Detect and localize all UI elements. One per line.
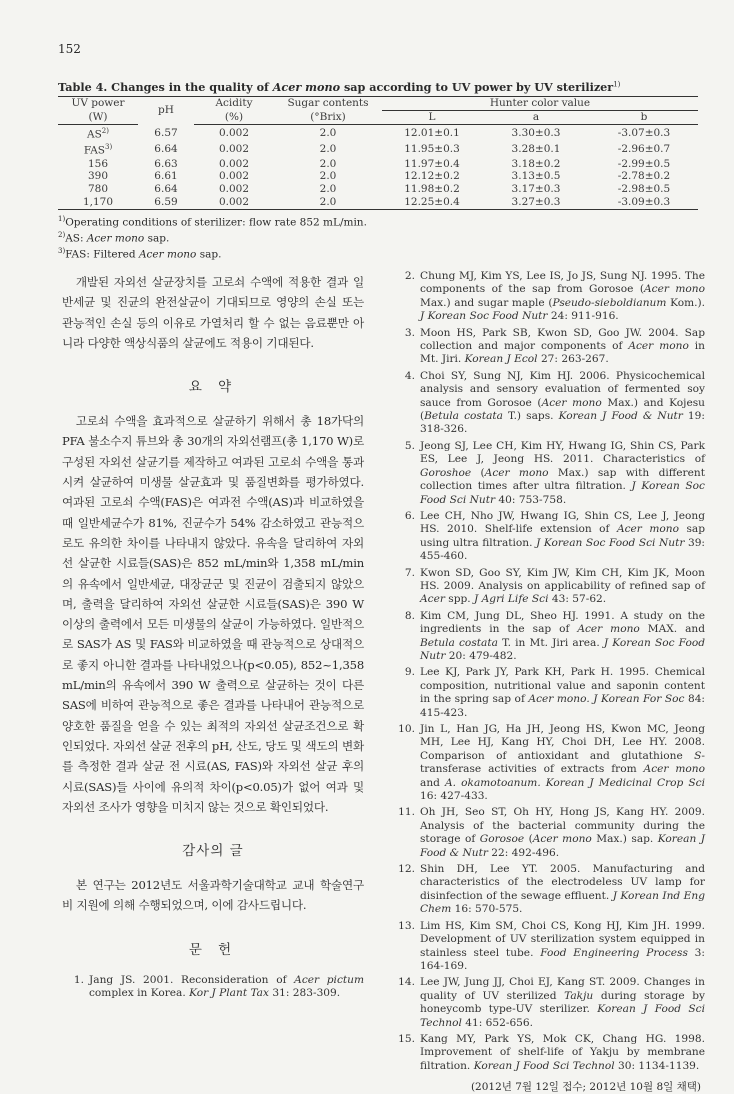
header-ph: pH [138, 97, 194, 125]
cell-power: 156 [87, 157, 109, 170]
cell-a: 3.13±0.5 [511, 170, 561, 183]
cell-sugar: 2.0 [319, 183, 337, 196]
cell-l: 12.01±0.1 [404, 126, 460, 139]
left-column [62, 272, 364, 1004]
reference-list [393, 270, 705, 1073]
quality-table [58, 96, 698, 210]
cell-sugar: 2.0 [274, 196, 382, 209]
intro-paragraph: 개발된 자외선 살균장치를 고로쇠 수액에 적용한 결과 일반세균 및 진균의 완전살균이 기대되므로 영양의 손실 또는 관능적인 손실 등의 이유로 가열처리 할 수 없는 음료뿐만 아니라 다양한 액상식품의 살균에도 적용이 기대된다. [62, 275, 364, 350]
cell-b: -2.96±0.7 [617, 143, 671, 156]
cell-ph: 6.59 [138, 196, 194, 209]
cell-b: -3.07±0.3 [617, 126, 671, 139]
reference-item: 7. Kwon SD, Goo SY, Kim JW, Kim CH, Kim JK, Moon HS. 2009. Analysis on applicability of refined sap of Acer spp. J Agri Life Sci 43: 57-62. [404, 566, 705, 606]
reference-item: 15. Kang MY, Park YS, Mok CK, Chang HG. 1998. Improvement of shelf-life of Yakju by membrane filtration. Korean J Food Sci Technol 30: 1134-1139. [398, 1032, 705, 1072]
cell-power: 780 [87, 183, 109, 196]
cell-l: 11.98±0.2 [404, 183, 460, 196]
table-body [58, 125, 698, 210]
reference-item: 6. Lee CH, Nho JW, Hwang IG, Shin CS, Lee J, Jeong HS. 2010. Shelf-life extension of Acer mono sap using ultra filtration. J Korean Soc Food Sci Nutr 39: 455-460. [404, 509, 706, 563]
reference-item: 5. Jeong SJ, Lee CH, Kim HY, Hwang IG, Shin CS, Park ES, Lee J, Jeong HS. 2011. Characteristics of Goroshoe (Acer mono Max.) sap with different collection times after ultra filtration. J Korean Soc Food Sci Nutr 40: 753-758. [404, 439, 705, 506]
ack-heading: 감사의 글 [182, 843, 244, 860]
reference-item: 3. Moon HS, Park SB, Kwon SD, Goo JW. 2004. Sap collection and major components of Acer mono in Mt. Jiri. Korean J Ecol 27: 263-267. [404, 326, 705, 366]
cell-ph: 6.57 [154, 126, 178, 139]
cell-acidity: 0.002 [218, 126, 250, 139]
reference-item: 13. Lim HS, Kim SM, Choi CS, Kong HJ, Kim JH. 1999. Development of UV sterilization system equipped in stainless steel tube. Food Engineering Process 3: 164-169. [398, 919, 705, 972]
cell-a: 3.17±0.3 [511, 183, 561, 196]
table-row [58, 196, 698, 209]
cell-a: 3.30±0.3 [511, 126, 561, 139]
table-row [58, 183, 698, 196]
cell-l: 12.12±0.2 [404, 170, 460, 183]
table-row [58, 125, 698, 142]
header-uv-unit: (W) [58, 111, 138, 125]
ack-paragraph: 본 연구는 2012년도 서울과학기술대학교 교내 학술연구비 지원에 의해 수행되었으며, 이에 감사드립니다. [62, 878, 364, 913]
reference-item: 14. Lee JW, Jung JJ, Choi EJ, Kang ST. 2009. Changes in quality of UV sterilized Takju during storage by honeycomb type-UV sterilizer. Korean J Food Sci Technol 41: 652-656. [398, 976, 705, 1029]
table-row [58, 170, 698, 183]
header-hunter: Hunter color value [382, 97, 698, 111]
cell-a: 3.18±0.2 [511, 157, 561, 170]
cell-l: 11.97±0.4 [404, 157, 460, 170]
cell-b: -2.98±0.5 [617, 183, 671, 196]
cell-sugar: 2.0 [319, 170, 337, 183]
reference-item: 9. Lee KJ, Park JY, Park KH, Park H. 1995. Chemical composition, nutritional value and saponin content in the spring sap of Acer mono. J Korean For Soc 84: 415-423. [404, 666, 706, 719]
cell-b: -2.99±0.5 [617, 157, 671, 170]
header-acidity-unit: (%) [194, 111, 274, 125]
cell-power: AS$^{2)}$ [87, 127, 109, 141]
reference-item: 10. Jin L, Han JG, Ha JH, Jeong HS, Kwon MC, Jeong MH, Lee HJ, Kang HY, Choi DH, Lee HY. 2008. Comparison of antioxidant and glutathione S-transferase activities of extracts from Acer mono and A. okamotoanum. Korean J Medicinal Crop Sci 16: 427-433. [398, 723, 705, 803]
cell-b: -2.78±0.2 [617, 170, 671, 183]
reference-item: 8. Kim CM, Jung DL, Sheo HJ. 1991. A study on the ingredients in the sap of Acer mono MAX. and Betula costata T. in Mt. Jiri area. J Korean Soc Food Nutr 20: 479-482. [404, 609, 705, 662]
cell-ph: 6.64 [154, 143, 178, 156]
cell-power: FAS$^{3)}$ [83, 143, 113, 157]
cell-ph: 6.61 [154, 170, 178, 183]
abstract-heading: 요 약 [188, 379, 238, 396]
cell-power: 1,170 [58, 196, 138, 209]
refs-heading: 문 헌 [188, 941, 238, 958]
footnote: $^{1)}$Operating conditions of sterilizer: flow rate 852 mL/min. [58, 214, 367, 229]
reference-item: 4. Choi SY, Sung NJ, Kim HJ. 2006. Physicochemical analysis and sensory evaluation of fermented soy sauce from Gorosoe (Acer mono Max.) and Kojesu (Betula costata T.) saps. Korean J Food & Nutr 19: 318-326. [404, 369, 705, 436]
cell-b: -3.09±0.3 [590, 196, 698, 209]
header-b: b [590, 111, 698, 125]
reference-item: 2. Chung MJ, Kim YS, Lee IS, Jo JS, Sung NJ. 1995. The components of the sap from Gorosoe (Acer mono Max.) and sugar maple (Pseudo-sieboldianum Kom.). J Korean Soc Food Nutr 24: 911-916. [404, 270, 705, 323]
page-number: 152 [58, 42, 81, 56]
cell-sugar: 2.0 [319, 157, 337, 170]
cell-power: 390 [87, 170, 109, 183]
cell-ph: 6.63 [154, 157, 178, 170]
cell-sugar: 2.0 [319, 143, 337, 156]
reference-item: 12. Shin DH, Lee YT. 2005. Manufacturing and characteristics of the electrodeless UV lamp for disinfection of the sewage effluent. J Korean Ind Eng Chem 16: 570-575. [398, 863, 705, 916]
table-footnotes [58, 213, 698, 261]
right-column [393, 270, 705, 1094]
reference-item: 11. Oh JH, Seo ST, Oh HY, Hong JS, Kang HY. 2009. Analysis of the bacterial community during the storage of Gorosoe (Acer mono Max.) sap. Korean J Food & Nutr 22: 492-496. [398, 806, 705, 859]
header-uv-power: UV power [58, 97, 138, 111]
header-sugar-unit: (°Brix) [274, 111, 382, 125]
cell-acidity: 0.002 [194, 196, 274, 209]
header-acidity: Acidity [194, 97, 274, 111]
abstract-paragraph: 고로쇠 수액을 효과적으로 살균하기 위해서 총 18가닥의 PFA 불소수지 튜브와 총 30개의 자외선램프(총 1,170 W)로 구성된 자외선 살균기를 제작하고 여과된 고로쇠 수액을 통과시켜 살균하여 미생물 살균효과 및 품질변화를 평가하였다. 여과된 고로쇠 수액(FAS)은 여과전 수액(AS)과 비교하였을 때 일반세균수가 81%, 진균수가 54% 감소하였고 관능적으로도 유의한 차이를 나타내지 않았다. 유속을 달리하여 자외선 살균한 시료들(SAS)은 852 mL/min와 1,358 mL/min의 유속에서 일반세균, 대장균군 및 진균이 검출되지 않았으며, 출력을 달리하여 자외선 살균한 시료들(SAS)은 390 W 이상의 출력에서 모든 미생물의 살균이 가능하였다. 일반적으로 SAS가 AS 및 FAS와 비교하였을 때 관능적으로 상대적으로 좋지 아니한 결과를 나타내었으나(p<0.05), 852~1,358 mL/min의 유속에서 390 W 출력으로 살균하는 것이 다른 SAS에 비하여 관능적으로 좋은 결과를 나타내어 관능적으로 양호한 품질을 얻을 수 있는 최적의 자외선 살균조건으로 확인되었다. 자외선 살균 전후의 pH, 산도, 당도 및 색도의 변화를 측정한 결과 살균 전 시료(AS, FAS)와 자외선 살균 후의 시료(SAS)들 사이에 유의적 차이(p<0.05)가 없어 여과 및 자외선 조사가 영향을 미치지 않는 것으로 확인되었다. [62, 414, 364, 814]
header-L: L [382, 111, 482, 125]
cell-acidity: 0.002 [218, 183, 250, 196]
footnote: $^{2)}$AS: Acer mono sap. [58, 230, 170, 245]
quality-table-block [58, 80, 698, 261]
cell-l: 12.25±0.4 [382, 196, 482, 209]
header-a: a [482, 111, 590, 125]
cell-a: 3.27±0.3 [482, 196, 590, 209]
table-row [58, 141, 698, 157]
cell-acidity: 0.002 [218, 143, 250, 156]
table-caption: Table 4. Changes in the quality of Acer mono sap according to UV power by UV sterilizer$^{1)}$ [58, 80, 621, 94]
cell-acidity: 0.002 [218, 157, 250, 170]
footnote: $^{3)}$FAS: Filtered Acer mono sap. [58, 246, 222, 261]
table-row [58, 158, 698, 171]
received-note: (2012년 7월 12일 접수; 2012년 10월 8일 채택) [470, 1081, 701, 1094]
reference-item: 1. Jang JS. 2001. Reconsideration of Acer pictum complex in Korea. Kor J Plant Tax 31: 283-309. [73, 973, 364, 1000]
cell-sugar: 2.0 [319, 126, 337, 139]
cell-a: 3.28±0.1 [511, 143, 561, 156]
cell-acidity: 0.002 [218, 170, 250, 183]
cell-l: 11.95±0.3 [404, 143, 460, 156]
cell-ph: 6.64 [154, 183, 178, 196]
header-sugar: Sugar contents [274, 97, 382, 111]
